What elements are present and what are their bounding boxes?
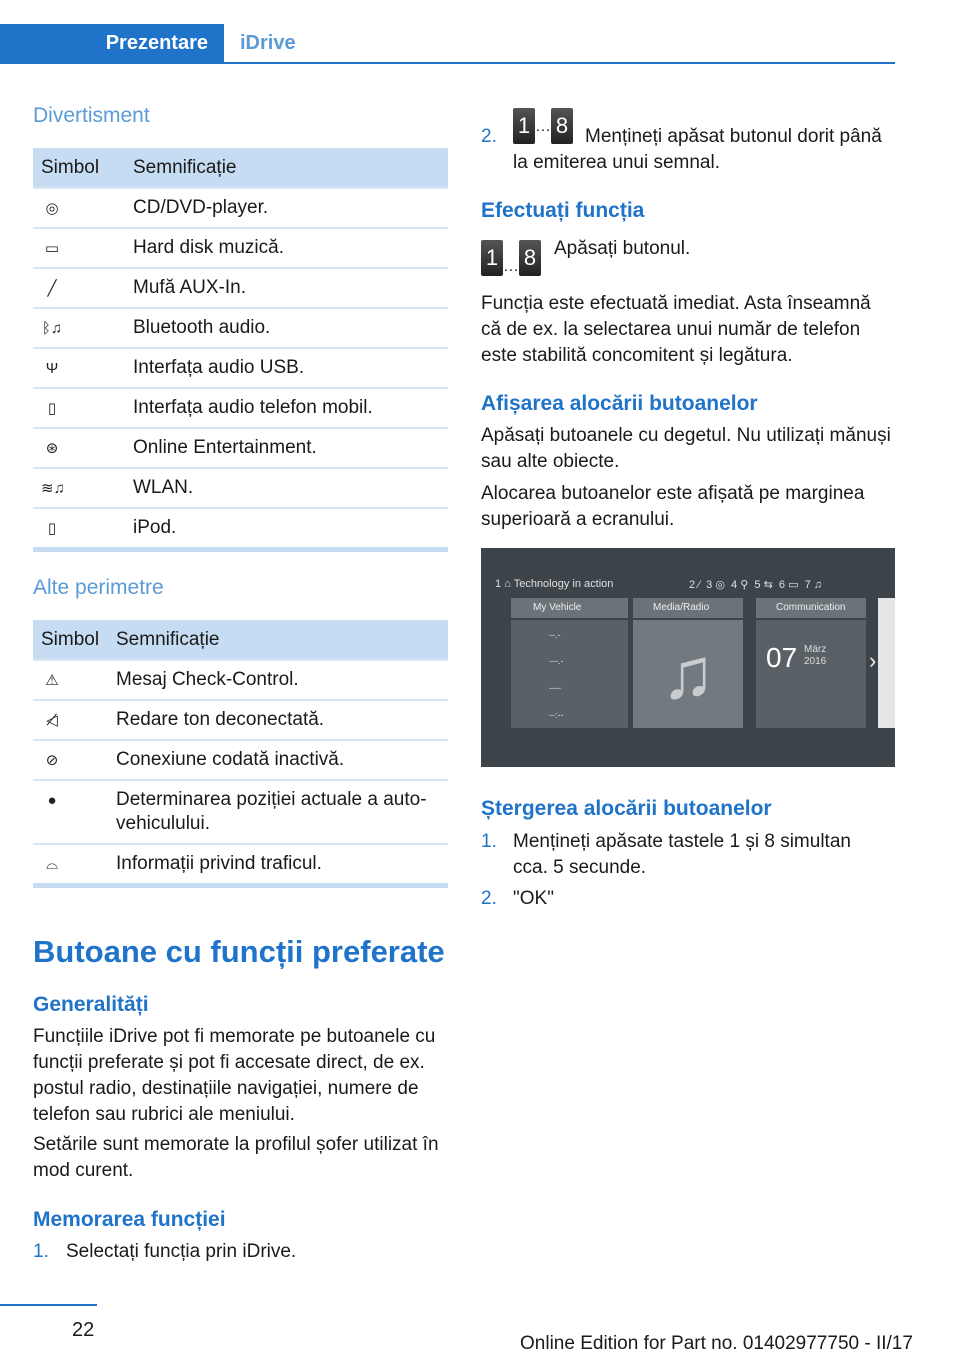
efectuati-text-2: Funcția este efectuată imediat. Asta înseamnă că de ex. la selectarea unui număr de telefon este stabilită concomitent și legătura. <box>481 293 871 366</box>
row-text: iPod. <box>125 508 448 550</box>
efectuati-heading: Efectuați funcția <box>481 199 645 222</box>
key-sequence <box>481 240 541 276</box>
step-text: "OK" <box>513 888 554 909</box>
table-header <box>33 148 448 188</box>
car-icon: ⌂ <box>504 578 511 590</box>
alte-perimetre-table <box>33 620 448 888</box>
disc-icon: ◎ <box>45 200 59 217</box>
step-number: 2. <box>481 888 497 909</box>
row-text: Bluetooth audio. <box>125 308 448 348</box>
music-note-icon: ♫ <box>633 620 743 728</box>
row-text: Informații privind traficul. <box>108 844 448 886</box>
screen-top-bar: 1 ⌂ Technology in action <box>495 578 614 590</box>
date-year: 2016 <box>804 656 827 667</box>
table-row <box>33 348 448 388</box>
row-text: Determinarea poziției actuale a autovehiculului. <box>108 780 448 844</box>
tile-communication: Communication <box>756 598 866 618</box>
aux-plug-icon: ╱ <box>47 280 57 297</box>
list-item <box>481 108 896 173</box>
ellipsis: … <box>535 118 551 136</box>
mobile-phone-icon: ▯ <box>47 400 57 417</box>
row-text: Redare ton deconectată. <box>108 700 448 740</box>
step-text: Mențineți apăsate tastele 1 și 8 simultan cca. 5 secunde. <box>513 831 851 878</box>
table-row <box>33 844 448 886</box>
row-text: Hard disk muzică. <box>125 228 448 268</box>
row-text: WLAN. <box>125 468 448 508</box>
column-symbol: Simbol <box>33 148 125 188</box>
favorite-key-1: 1 <box>513 108 535 144</box>
idrive-screen-image <box>481 548 895 767</box>
ipod-icon: ▯ <box>47 520 57 537</box>
ellipsis: … <box>503 258 519 275</box>
date-month: März <box>804 644 827 655</box>
step-text: Selectați funcția prin iDrive. <box>66 1241 297 1262</box>
step-number: 2. <box>481 126 497 147</box>
divertisment-heading: Divertisment <box>33 104 150 127</box>
page-number: 22 <box>72 1319 95 1341</box>
traffic-car-icon: ⌓ <box>46 856 58 873</box>
column-meaning: Semnificație <box>108 620 448 660</box>
table-row <box>33 268 448 308</box>
warning-triangle-icon: ⚠ <box>45 672 59 689</box>
row-text: CD/DVD-player. <box>125 188 448 228</box>
afisarea-paragraph-2: Alocarea butoanelor este afișată pe marginea superioară a ecranului. <box>481 483 865 530</box>
row-text: Interfața audio USB. <box>125 348 448 388</box>
memorare-heading: Memorarea funcției <box>33 1208 226 1231</box>
column-meaning: Semnificație <box>125 148 448 188</box>
footer-edition: Online Edition for Part no. 01402977750 - II/17 <box>520 1333 913 1354</box>
favorite-key-1: 1 <box>481 240 503 276</box>
hard-disk-icon: ▭ <box>44 240 60 257</box>
efectuati-text-1: Apăsați butonul. <box>554 238 691 259</box>
table-row <box>33 700 448 740</box>
usb-icon: Ψ <box>45 360 59 377</box>
speaker-off-icon: ◁̸ <box>46 712 58 729</box>
table-header <box>33 620 448 660</box>
row-text: Online Entertainment. <box>125 428 448 468</box>
row-text: Mesaj Check-Control. <box>108 660 448 700</box>
screen-favorite-numbers: 2 ⁄ 3 ◎ 4 ⚲ 5 ⇆ 6 ▭ 7 ♫ <box>689 579 823 591</box>
afisarea-heading: Afișarea alocării butoanelor <box>481 392 758 415</box>
generalitati-paragraph-1: Funcțiile iDrive pot fi memorate pe butoanele cu funcții preferate și pot fi accesate direct, de ex. postul radio, destinațiile navigației, numere de telefon sau rubrici ale meniului. <box>33 1026 436 1125</box>
afisarea-paragraph-1: Apăsați butoanele cu degetul. Nu utilizați mănuși sau alte obiecte. <box>481 425 891 472</box>
table-row <box>33 188 448 228</box>
stergerea-heading: Ștergerea alocării butoanelor <box>481 797 772 820</box>
online-entertainment-icon: ⊛ <box>45 440 59 457</box>
table-row <box>33 228 448 268</box>
footer-divider <box>0 1304 97 1306</box>
table-row <box>33 428 448 468</box>
table-row <box>33 308 448 348</box>
table-row <box>33 388 448 428</box>
tile-my-vehicle: My Vehicle <box>511 598 628 618</box>
generalitati-heading: Generalități <box>33 993 149 1016</box>
chevron-right-icon: › <box>869 648 877 673</box>
bluetooth-audio-icon: ᛒ♫ <box>41 320 63 337</box>
step-text: Mențineți apăsat butonul dorit până la emiterea unui semnal. <box>513 126 882 173</box>
tile-media-radio: Media/Radio <box>633 598 743 618</box>
date-day: 07 <box>766 642 798 673</box>
connection-off-icon: ⊘ <box>45 752 59 769</box>
wlan-icon: ≋♫ <box>41 480 65 497</box>
next-tile-edge <box>878 598 895 728</box>
navigation-position-icon: ● <box>47 792 57 809</box>
tile-communication-body <box>756 620 866 728</box>
tile-my-vehicle-body: --.- ---.- ---- --:-- <box>511 620 628 728</box>
row-text: Conexiune codată inactivă. <box>108 740 448 780</box>
row-text: Interfața audio telefon mobil. <box>125 388 448 428</box>
butoane-heading: Butoane cu funcții preferate <box>33 934 445 969</box>
header-bar <box>0 24 895 64</box>
generalitati-paragraph-2: Setările sunt memorate la profilul șofer utilizat în mod curent. <box>33 1134 439 1181</box>
favorite-key-8: 8 <box>551 108 573 144</box>
table-row <box>33 740 448 780</box>
divertisment-table <box>33 148 448 552</box>
alte-perimetre-heading: Alte perimetre <box>33 576 164 599</box>
step-number: 1. <box>33 1241 49 1262</box>
tab-idrive[interactable]: iDrive <box>240 32 296 54</box>
table-row <box>33 780 448 844</box>
row-text: Mufă AUX-In. <box>125 268 448 308</box>
table-row <box>33 468 448 508</box>
table-row <box>33 508 448 550</box>
table-row <box>33 660 448 700</box>
column-symbol: Simbol <box>33 620 108 660</box>
step-number: 1. <box>481 831 497 852</box>
tab-prezentare[interactable]: Prezentare <box>0 24 224 62</box>
favorite-key-8: 8 <box>519 240 541 276</box>
